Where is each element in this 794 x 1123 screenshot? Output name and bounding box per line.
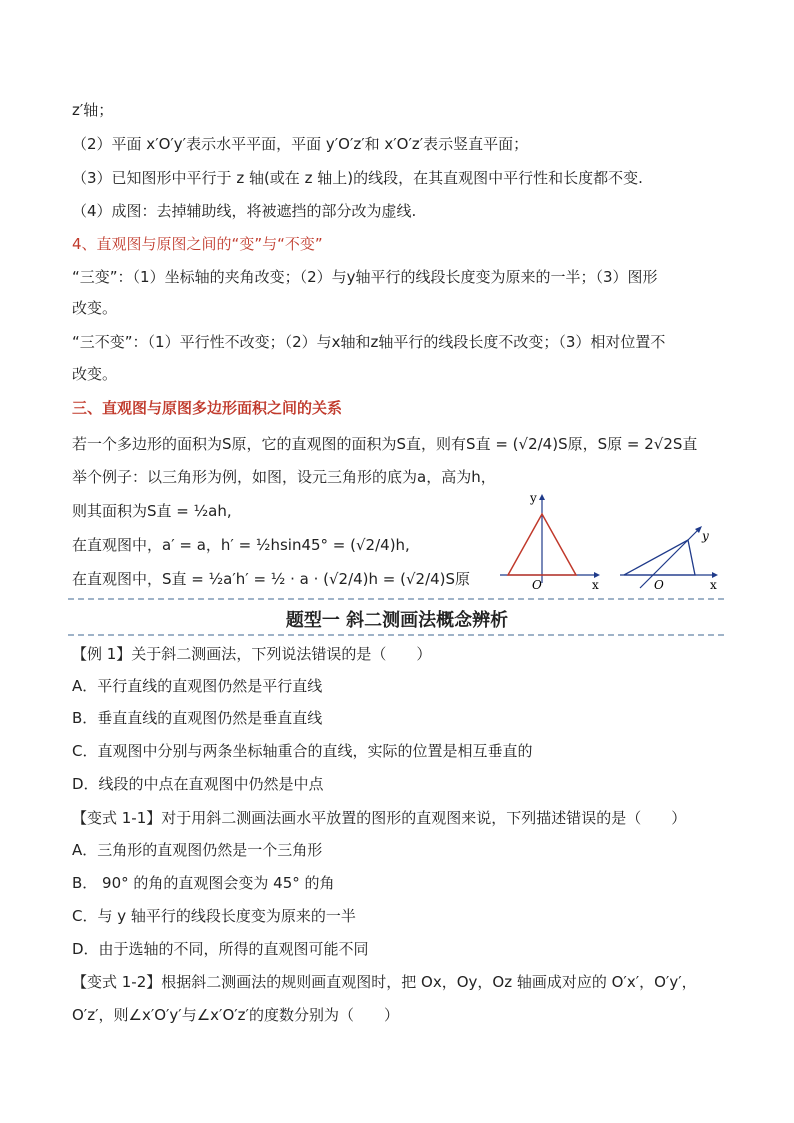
y-axis-arrow-icon	[539, 494, 545, 500]
question-stem: 【变式 1-1】对于用斜二测画法画水平放置的图形的直观图来说，下列描述错误的是（ ）	[72, 809, 687, 827]
section-divider-bottom	[68, 634, 724, 636]
text-line: （4）成图：去掉辅助线，将被遮挡的部分改为虚线.	[72, 202, 417, 220]
text-line: “三变”：（1）坐标轴的夹角改变；（2）与y轴平行的线段长度变为原来的一半；（3）图形	[72, 268, 658, 286]
formula-line: 若一个多边形的面积为S原，它的直观图的面积为S直，则有S直 = (√2/4)S原，S原 = 2√2S直	[72, 435, 698, 453]
text-line: “三不变”：（1）平行性不改变；（2）与x轴和z轴平行的线段长度不改变；（3）相对位置不	[72, 333, 666, 351]
option-b: B． 90° 的角的直观图会变为 45° 的角	[72, 874, 335, 892]
question-stem: 【例 1】关于斜二测画法，下列说法错误的是（ ）	[72, 645, 432, 663]
subheading: 4、直观图与原图之间的“变”与“不变”	[72, 235, 323, 253]
origin-prime-label: O	[654, 578, 664, 592]
y-prime-axis-label: y	[702, 529, 709, 543]
section-title: 题型一 斜二测画法概念辨析	[285, 610, 509, 631]
text-line: （3）已知图形中平行于 z 轴(或在 z 轴上)的线段，在其直观图中平行性和长度都不变.	[72, 169, 643, 187]
section-divider-top	[68, 598, 724, 600]
origin-label: O	[532, 578, 542, 592]
option-d: D．线段的中点在直观图中仍然是中点	[72, 775, 324, 793]
y-axis-label: y	[530, 491, 537, 505]
question-stem: 【变式 1-2】根据斜二测画法的规则画直观图时，把 Ox，Oy，Oz 轴画成对应的 O′x′，O′y′，	[72, 973, 697, 991]
formula-line: 在直观图中，S直 = ½a′h′ = ½ · a · (√2/4)h = (√2/4)S原	[72, 570, 471, 588]
option-b: B．垂直直线的直观图仍然是垂直直线	[72, 709, 323, 727]
intuitive-triangle	[624, 540, 695, 575]
option-c: C．直观图中分别与两条坐标轴重合的直线，实际的位置是相互垂直的	[72, 742, 533, 760]
formula-line: 则其面积为S直 = ½ah,	[72, 502, 232, 520]
formula-line: 在直观图中，a′ = a，h′ = ½hsin45° = (√2/4)h,	[72, 536, 410, 554]
question-stem-continued: O′z′，则∠x′O′y′与∠x′O′z′的度数分别为（ ）	[72, 1006, 399, 1024]
text-line: （2）平面 x′O′y′表示水平平面，平面 y′O′z′和 x′O′z′表示竖直平面；	[72, 135, 529, 153]
text-line: z′轴；	[72, 101, 114, 119]
x-prime-axis-label: x	[710, 578, 717, 592]
option-a: A．三角形的直观图仍然是一个三角形	[72, 841, 323, 859]
option-a: A．平行直线的直观图仍然是平行直线	[72, 677, 323, 695]
triangle-figures	[490, 488, 730, 592]
option-d: D．由于选轴的不同，所得的直观图可能不同	[72, 940, 369, 958]
intuitive-image-figure	[620, 526, 718, 592]
section-heading: 三、直观图与原图多边形面积之间的关系	[72, 399, 343, 417]
text-line: 改变。	[72, 299, 118, 317]
text-line: 改变。	[72, 365, 118, 383]
text-line: 举个例子：以三角形为例，如图，设元三角形的底为a，高为h，	[72, 468, 496, 486]
x-axis-label: x	[592, 578, 599, 592]
option-c: C．与 y 轴平行的线段长度变为原来的一半	[72, 907, 356, 925]
original-triangle-figure	[500, 491, 600, 592]
